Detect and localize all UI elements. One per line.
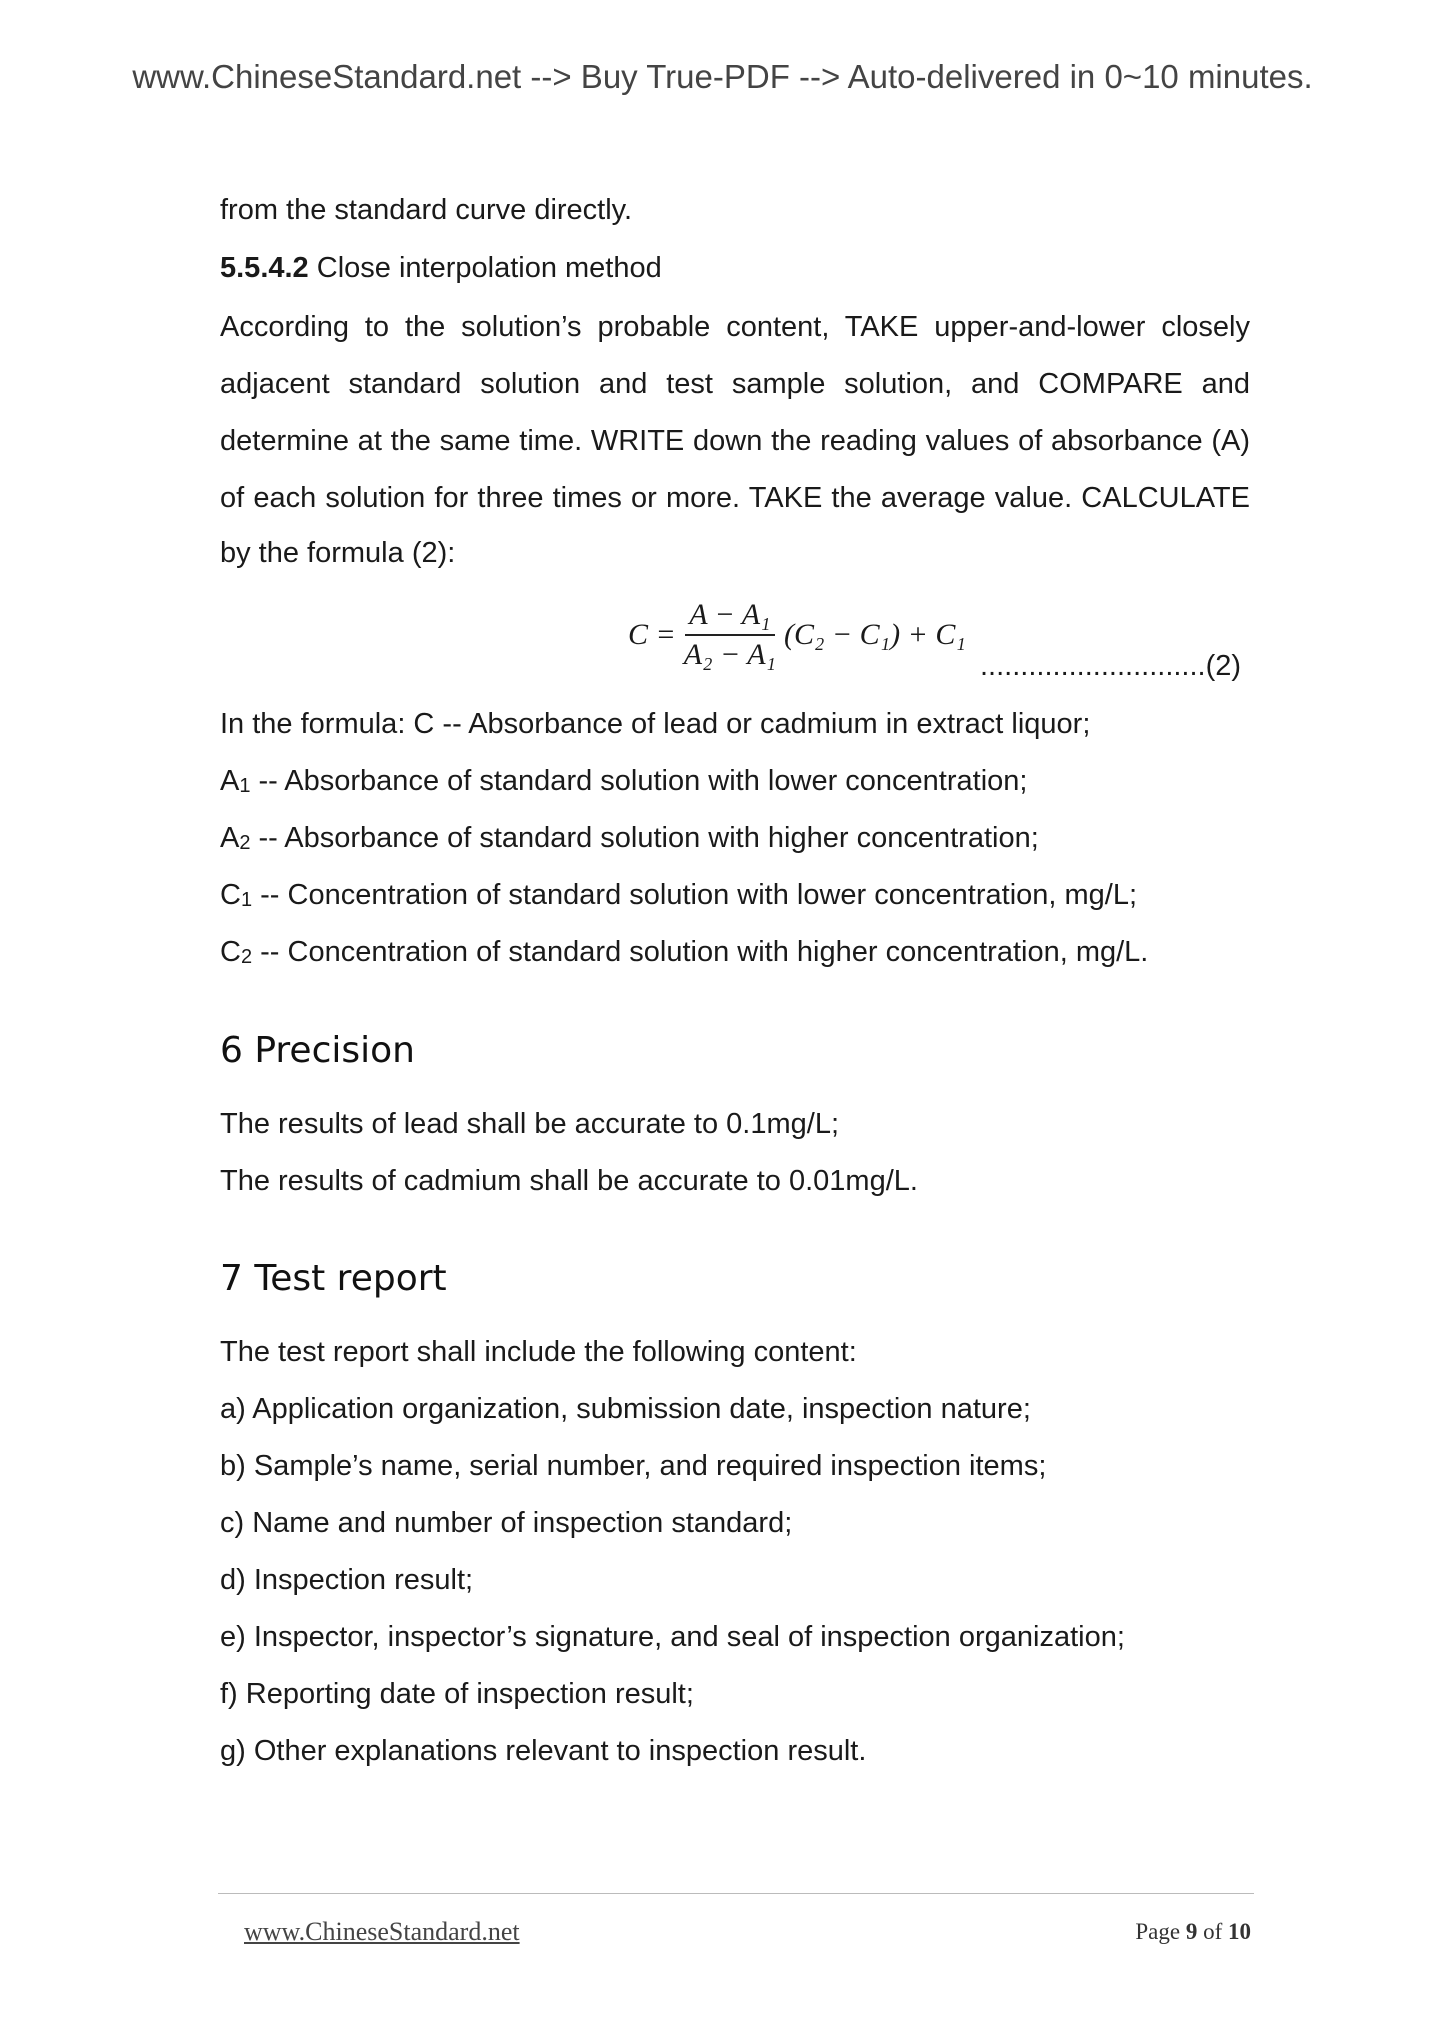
paragraph-line: by the formula (2):: [220, 537, 456, 569]
footer-site-link[interactable]: www.ChineseStandard.net: [244, 1917, 520, 1946]
definition-symbol: C: [220, 879, 241, 911]
paragraph-line: determine at the same time. WRITE down the reading values of absorbance (A): [220, 425, 1250, 457]
report-item: c) Name and number of inspection standard;: [220, 1507, 793, 1539]
paragraph-line: adjacent standard solution and test sample solution, and COMPARE and: [220, 368, 1250, 400]
report-intro: The test report shall include the following content:: [220, 1336, 857, 1368]
definition-symbol: C: [220, 936, 241, 968]
definition-subscript: 1: [240, 889, 253, 911]
heading-test-report: 7 Test report: [220, 1258, 447, 1299]
section-title: Close interpolation method: [316, 252, 662, 284]
formula-fraction: [680, 598, 780, 672]
report-item: g) Other explanations relevant to inspection result.: [220, 1735, 867, 1767]
precision-line: The results of cadmium shall be accurate to 0.01mg/L.: [220, 1165, 918, 1197]
section-heading-5-5-4-2: [220, 254, 662, 283]
definition-text: -- Absorbance of standard solution with lower concentration;: [250, 765, 1028, 797]
definition-symbol: A: [220, 822, 240, 854]
definition-subscript: 2: [240, 946, 253, 968]
section-number: 5.5.4.2: [220, 252, 309, 284]
formula-number: ............................(2): [980, 650, 1242, 682]
definition-line: [220, 881, 1137, 910]
report-item: b) Sample’s name, serial number, and required inspection items;: [220, 1450, 1047, 1482]
heading-precision: 6 Precision: [220, 1030, 415, 1071]
paragraph-line: According to the solution’s probable content, TAKE upper-and-lower closely: [220, 311, 1250, 343]
page-label: Page: [1135, 1919, 1181, 1944]
definition-text: -- Concentration of standard solution with lower concentration, mg/L;: [252, 879, 1138, 911]
footer-divider: [218, 1893, 1254, 1894]
formula-denominator: A₂ − A₁: [683, 638, 776, 671]
formula-lhs: C =: [628, 618, 676, 651]
header-banner: www.ChineseStandard.net --> Buy True-PDF --> Auto-delivered in 0~10 minutes.: [132, 58, 1313, 95]
paragraph-continuation: from the standard curve directly.: [220, 194, 633, 226]
paragraph-line: of each solution for three times or more. TAKE the average value. CALCULATE: [220, 482, 1250, 514]
report-item: a) Application organization, submission date, inspection nature;: [220, 1393, 1031, 1425]
definition-line: [220, 767, 1027, 796]
definition-symbol: A: [220, 765, 240, 797]
definition-line: [220, 938, 1148, 967]
footer-page-number: [1135, 1919, 1251, 1945]
page-of: of: [1203, 1919, 1223, 1944]
definition-line: [220, 824, 1039, 853]
report-item: e) Inspector, inspector’s signature, and seal of inspection organization;: [220, 1621, 1125, 1653]
definition-text: -- Concentration of standard solution with higher concentration, mg/L.: [252, 936, 1149, 968]
definition-subscript: 2: [239, 832, 251, 854]
report-item: f) Reporting date of inspection result;: [220, 1678, 694, 1710]
precision-line: The results of lead shall be accurate to 0.1mg/L;: [220, 1108, 840, 1140]
formula-rhs: (C₂ − C₁) + C₁: [783, 618, 966, 651]
formula-2: [628, 598, 966, 672]
definition-subscript: 1: [239, 775, 251, 797]
definition-text: -- Absorbance of standard solution with higher concentration;: [250, 822, 1039, 854]
page-current: 9: [1185, 1919, 1198, 1944]
definition-line: [220, 710, 1090, 739]
page-total: 10: [1228, 1919, 1251, 1944]
definition-text: In the formula: C -- Absorbance of lead or cadmium in extract liquor;: [220, 708, 1091, 740]
report-item: d) Inspection result;: [220, 1564, 474, 1596]
formula-numerator: A − A₁: [685, 598, 774, 636]
